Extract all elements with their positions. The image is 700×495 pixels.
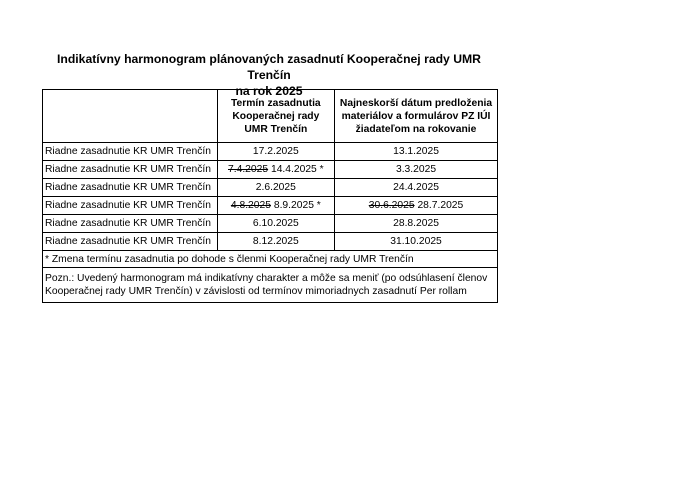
footnote: * Zmena termínu zasadnutia po dohode s členmi Kooperačnej rady UMR Trenčín xyxy=(43,251,498,268)
meeting-date: 8.12.2025 xyxy=(252,235,299,247)
meeting-date-cancelled: 4.8.2025 xyxy=(230,199,271,211)
meeting-date: 17.2.2025 xyxy=(252,145,299,157)
table-row xyxy=(43,143,498,161)
deadline-cell xyxy=(335,197,498,215)
header-row xyxy=(43,90,498,143)
deadline-cell xyxy=(335,215,498,233)
row-label: Riadne zasadnutie KR UMR Trenčín xyxy=(43,233,218,251)
meeting-date: 2.6.2025 xyxy=(255,181,296,193)
deadline-date-cancelled: 30.6.2025 xyxy=(368,199,415,211)
header-submission-deadline: Najneskorší dátum predloženia materiálov a formulárov PZ IÚI žiadateľom na rokovanie xyxy=(335,90,498,143)
deadline-cell xyxy=(335,233,498,251)
deadline-date: 28.7.2025 xyxy=(417,199,464,211)
deadline-date: 31.10.2025 xyxy=(390,235,442,247)
deadline-cell xyxy=(335,161,498,179)
deadline-date: 24.4.2025 xyxy=(393,181,439,193)
meeting-date-cell xyxy=(217,161,334,179)
table-row xyxy=(43,197,498,215)
table-row xyxy=(43,233,498,251)
meeting-date-cell xyxy=(217,233,334,251)
meeting-date-cell xyxy=(217,197,334,215)
table-row xyxy=(43,179,498,197)
deadline-cell xyxy=(335,179,498,197)
meeting-date-cell xyxy=(217,179,334,197)
row-label: Riadne zasadnutie KR UMR Trenčín xyxy=(43,179,218,197)
note-line-2: Kooperačnej rady UMR Trenčín) v závislosti od termínov mimoriadnych zasadnutí Per rollam xyxy=(45,286,467,297)
title-line-1: Indikatívny harmonogram plánovaných zasadnutí Kooperačnej rady UMR Trenčín xyxy=(57,52,481,82)
deadline-date: 13.1.2025 xyxy=(393,145,439,157)
row-label: Riadne zasadnutie KR UMR Trenčín xyxy=(43,197,218,215)
title-line-2: na rok 2025 xyxy=(235,84,303,98)
row-label: Riadne zasadnutie KR UMR Trenčín xyxy=(43,161,218,179)
meeting-date: 8.9.2025 * xyxy=(273,199,321,211)
note-row xyxy=(43,268,498,303)
footnote-row xyxy=(43,251,498,268)
meeting-date: 6.10.2025 xyxy=(252,217,299,229)
row-label: Riadne zasadnutie KR UMR Trenčín xyxy=(43,143,218,161)
meeting-date-cell xyxy=(217,215,334,233)
deadline-cell xyxy=(335,143,498,161)
deadline-date: 3.3.2025 xyxy=(395,163,437,175)
table-row xyxy=(43,215,498,233)
header-meeting-date: Termín zasadnutia Kooperačnej rady UMR Trenčín xyxy=(217,90,334,143)
table-row xyxy=(43,161,498,179)
meeting-date: 14.4.2025 * xyxy=(270,163,324,175)
meeting-date-cancelled: 7.4.2025 xyxy=(228,163,269,175)
deadline-date: 28.8.2025 xyxy=(393,217,439,229)
meeting-date-cell xyxy=(217,143,334,161)
note-line-1: Pozn.: Uvedený harmonogram má indikatívny charakter a môže sa meniť (po odsúhlasení členov xyxy=(45,273,488,284)
row-label: Riadne zasadnutie KR UMR Trenčín xyxy=(43,215,218,233)
schedule-table xyxy=(42,89,498,303)
header-empty-cell xyxy=(43,90,218,143)
note xyxy=(43,268,498,303)
